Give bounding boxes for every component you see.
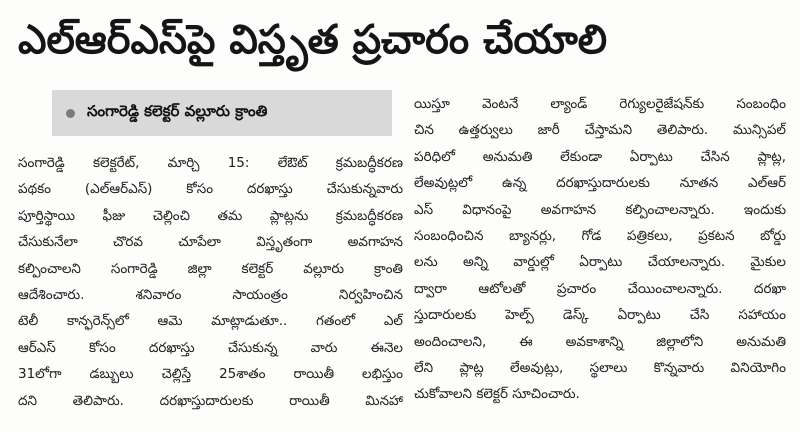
body-line: అందించాలని, ఈ అవకాశాన్ని జిల్లాలోని అనుమతి xyxy=(414,333,786,350)
body-line: పరిధిలో అనుమతి లేకుండా ఏర్పాటు చేసిన ప్లాట్ల, xyxy=(414,148,786,165)
body-line: సంగారెడ్డి కలెక్టరేట్‌, మార్చి 15: లేఔట్‌ క్రమబద్ధీకరణ xyxy=(18,155,403,171)
body-line: లేఅవుట్లలో ఉన్న దరఖాస్తుదారులకు నూతన ఎల్‌ఆర్‌ xyxy=(414,175,786,192)
body-line: ఆర్‌ఎస్‌ కోసం దరఖాస్తు చేసుకున్న వారు ఈనెల xyxy=(18,339,403,356)
body-line: చిన ఉత్తర్వులు జారీ చేస్తామని తెలిపారు. మున్సిపల్‌ xyxy=(414,122,786,139)
bullet-icon xyxy=(66,109,75,118)
body-line: సంబంధించిన బ్యానర్లు, గోడ పత్రికలు, ప్రకటన బోర్డు xyxy=(414,227,786,244)
body-line: లను అన్ని వార్డుల్లో ఏర్పాటు చేయాలన్నారు. మైకుల xyxy=(414,254,786,271)
body-line: చేసుకునేలా చొరవ చూపేలా విస్తృతంగా అవగాహన xyxy=(18,234,403,251)
body-line: యిస్తూ వెంటనే ల్యాండ్‌ రెగ్యులరైజేషన్‌కు సంబంధిం xyxy=(414,96,786,112)
left-column xyxy=(18,150,403,414)
body-line: పథకం (ఎల్‌ఆర్‌ఎస్‌) కోసం దరఖాస్తు చేసుకున్నవారు xyxy=(18,181,403,198)
subheading-box xyxy=(52,90,392,136)
body-line: ద్వారా ఆటోలతో ప్రచారం చేయించాలన్నారు. దరఖా xyxy=(414,280,786,297)
body-line: పూర్తిస్థాయి ఫీజు చెల్లించి తమ ప్లాట్లను క్రమబద్ధీకరణ xyxy=(18,207,403,224)
right-column xyxy=(414,91,786,408)
subheading: సంగారెడ్డి కలెక్టర్‌ వల్లూరు క్రాంతి xyxy=(87,102,268,120)
body-line: 31లోగా డబ్బులు చెల్లిస్తే 25శాతం రాయితీ లభిస్తుం xyxy=(18,366,403,383)
body-line: టెలీ కాన్ఫరెన్స్‌లో ఆమె మాట్లాడుతూ.. గతంలో ఎల్‌ xyxy=(18,313,403,330)
body-line: కల్పించాలని సంగారెడ్డి జిల్లా కలెక్టర్‌ వల్లూరు క్రాంతి xyxy=(18,260,403,277)
body-line: దని తెలిపారు. దరఖాస్తుదారులకు రాయితీ మినహా xyxy=(18,392,403,409)
body-line: ఎస్‌ విధానంపై అవగాహన కల్పించాలన్నారు. ఇందుకు xyxy=(414,201,786,218)
body-line: స్తుదారులకు హెల్ప్‌ డెస్క్‌ ఏర్పాటు చేసి సహాయం xyxy=(414,307,786,324)
headline: ఎల్‌ఆర్‌ఎస్‌పై విస్తృత ప్రచారం చేయాలి xyxy=(18,17,608,63)
body-line: ఆదేశించారు. శనివారం సాయంత్రం నిర్వహించిన xyxy=(18,286,403,303)
body-line: చుకోవాలని కలెక్టర్‌ సూచించారు. xyxy=(414,386,580,403)
body-line: లేని ప్లాట్ల లేఅవుట్లు, స్థలాలు కొన్నవారు వినియోగిం xyxy=(414,359,786,376)
